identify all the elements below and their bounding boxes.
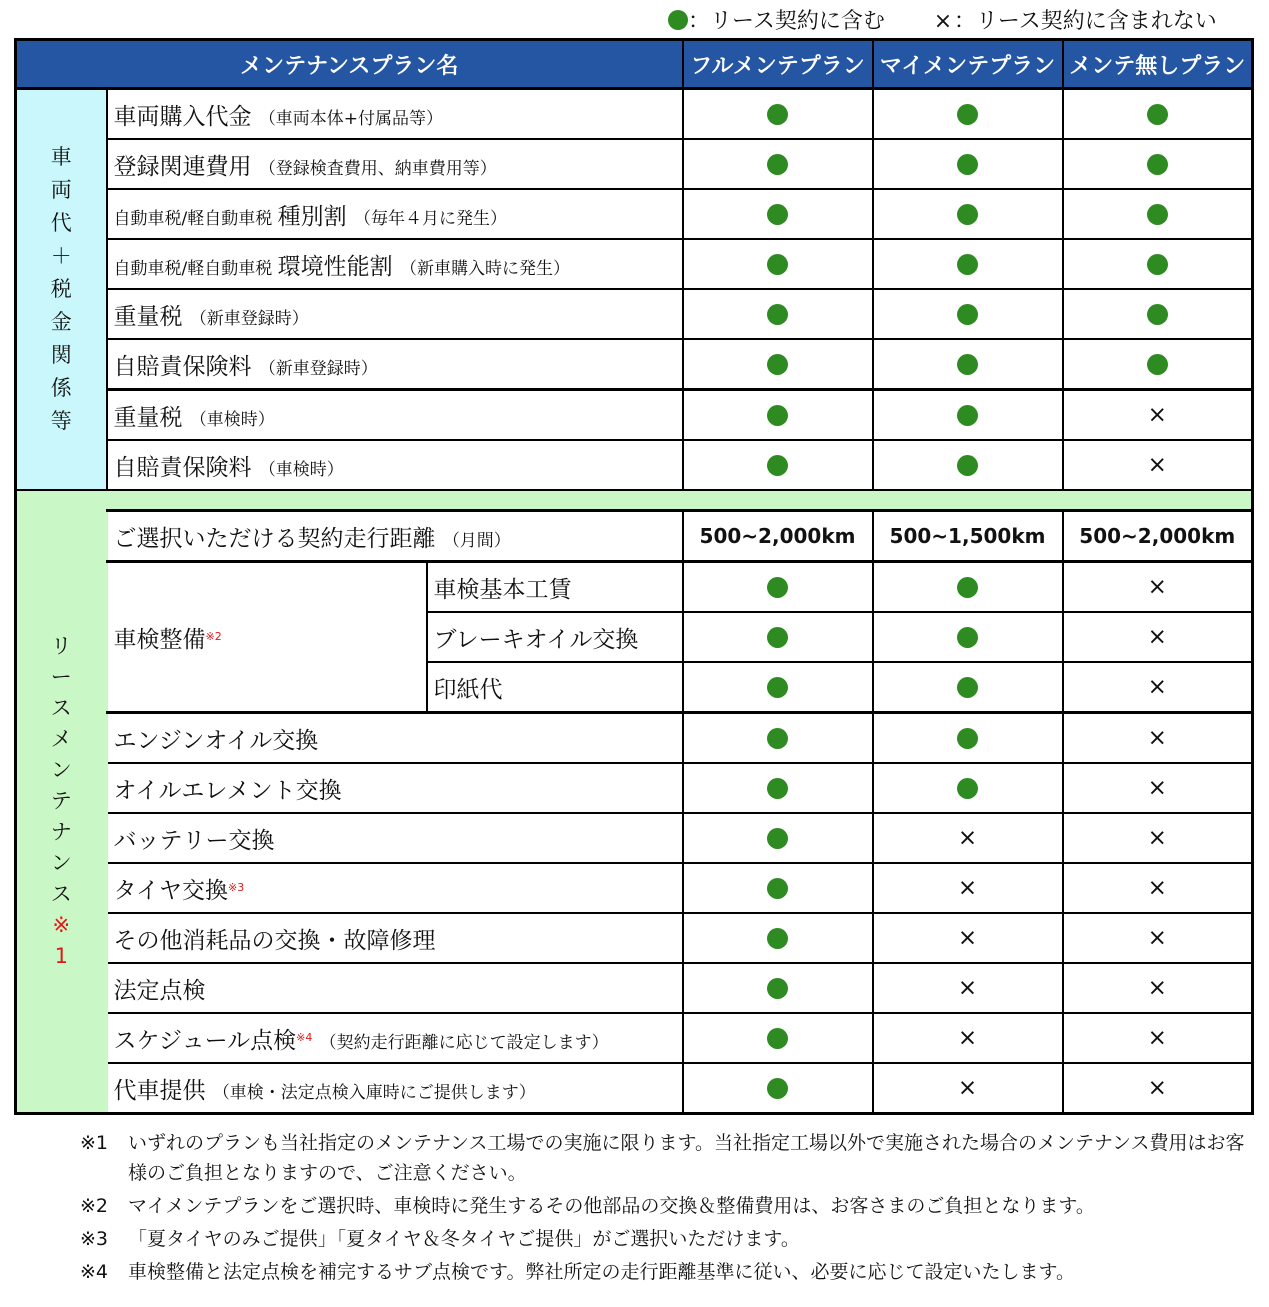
distance-value-full: 500~2,000km xyxy=(683,511,873,562)
plan-name-header: メンテナンスプラン名 xyxy=(16,40,683,89)
table-row xyxy=(16,863,1253,913)
green-dot-icon xyxy=(767,405,788,426)
cross-icon: × xyxy=(1147,925,1167,951)
row-note: ※4 xyxy=(296,1030,313,1044)
green-dot-icon xyxy=(1147,204,1168,225)
green-dot-icon xyxy=(767,928,788,949)
cross-icon: × xyxy=(957,1025,978,1051)
table-row xyxy=(16,440,1253,490)
value-cell-full xyxy=(683,239,873,289)
footnote xyxy=(80,1128,1260,1188)
cross-icon: × xyxy=(933,9,953,34)
row-label xyxy=(427,562,683,613)
value-cell-my xyxy=(873,339,1063,390)
value-cell-none xyxy=(1063,963,1253,1013)
value-cell-full xyxy=(683,612,873,662)
row-label-main: バッテリー交換 xyxy=(113,827,275,854)
row-label-prefix: 自動車税/軽自動車税 xyxy=(113,208,278,229)
section-gap-row xyxy=(16,490,1253,511)
table-row xyxy=(16,239,1253,289)
green-dot-icon xyxy=(767,728,788,749)
green-dot-icon xyxy=(767,254,788,275)
value-cell-full xyxy=(683,963,873,1013)
table-row xyxy=(16,390,1253,441)
cross-icon: × xyxy=(957,875,978,901)
green-dot-icon xyxy=(957,354,978,375)
value-cell-full xyxy=(683,662,873,713)
row-label xyxy=(107,713,683,764)
value-cell-none xyxy=(1063,1013,1253,1063)
row-label xyxy=(107,390,683,441)
row-label xyxy=(107,963,683,1013)
value-cell-none xyxy=(1063,289,1253,339)
value-cell-full xyxy=(683,139,873,189)
distance-value-none: 500~2,000km xyxy=(1063,511,1253,562)
row-label-main: タイヤ交換 xyxy=(113,877,229,904)
row-label-main: 自賠責保険料 xyxy=(113,454,252,481)
row-label-prefix: 自動車税/軽自動車税 xyxy=(113,258,278,279)
value-cell-full xyxy=(683,1013,873,1063)
green-dot-icon xyxy=(957,677,978,698)
value-cell-full xyxy=(683,1063,873,1114)
cross-icon: × xyxy=(1147,624,1167,650)
value-cell-none xyxy=(1063,440,1253,490)
green-dot-icon xyxy=(957,104,978,125)
row-label-sub: （車検時） xyxy=(258,459,344,480)
cross-icon: × xyxy=(1147,975,1167,1001)
value-cell-none xyxy=(1063,139,1253,189)
row-label-sub: （毎年４月に発生） xyxy=(353,208,507,229)
green-dot-icon xyxy=(767,1028,788,1049)
value-cell-none xyxy=(1063,713,1253,764)
value-cell-my xyxy=(873,239,1063,289)
footnote xyxy=(80,1257,1260,1287)
row-label xyxy=(107,913,683,963)
value-cell-full xyxy=(683,390,873,441)
plan-comparison-table xyxy=(14,38,1254,1115)
green-dot-icon xyxy=(1147,304,1168,325)
row-label-main: ご選択いただける契約走行距離 xyxy=(113,525,436,552)
row-label xyxy=(107,863,683,913)
table-row xyxy=(16,339,1253,390)
row-label-main: スケジュール点検 xyxy=(113,1027,297,1054)
green-dot-icon xyxy=(767,204,788,225)
cross-icon: × xyxy=(1147,875,1167,901)
green-dot-icon xyxy=(957,405,978,426)
cross-icon: × xyxy=(1147,452,1167,478)
green-dot-icon xyxy=(767,154,788,175)
distance-value-my: 500~1,500km xyxy=(873,511,1063,562)
row-label xyxy=(427,662,683,713)
value-cell-none xyxy=(1063,662,1253,713)
footnote-text: マイメンテプランをご選択時、車検時に発生するその他部品の交換＆整備費用は、お客さまのご負担となります。 xyxy=(128,1195,1095,1217)
footnote-text: 「夏タイヤのみご提供」「夏タイヤ＆冬タイヤご提供」がご選択いただけます。 xyxy=(128,1228,800,1250)
green-dot-icon xyxy=(957,778,978,799)
value-cell-full xyxy=(683,339,873,390)
green-dot-icon xyxy=(767,677,788,698)
row-label xyxy=(107,1013,683,1063)
section-label-lease-maintenance: リ ー ス メ ン テ ナ ン ス ※ 1 xyxy=(16,490,107,1114)
row-label xyxy=(427,612,683,662)
row-label-main: 重量税 xyxy=(113,404,183,431)
cross-icon: × xyxy=(1147,574,1167,600)
table-header-row xyxy=(16,40,1253,89)
cross-icon: × xyxy=(1147,775,1167,801)
row-label-main: 車検基本工賃 xyxy=(433,576,572,603)
value-cell-none xyxy=(1063,863,1253,913)
row-label-main: 種別割 xyxy=(277,203,347,230)
row-label-sub: （契約走行距離に応じて設定します） xyxy=(319,1032,609,1053)
value-cell-full xyxy=(683,440,873,490)
green-dot-icon xyxy=(1147,104,1168,125)
green-dot-icon xyxy=(957,627,978,648)
legend xyxy=(668,4,1217,35)
value-cell-full xyxy=(683,813,873,863)
row-label-main: 重量税 xyxy=(113,303,183,330)
table-row xyxy=(16,1063,1253,1114)
row-label-main: 車両購入代金 xyxy=(113,103,252,130)
row-label-sub: （新車登録時） xyxy=(258,358,378,379)
value-cell-full xyxy=(683,289,873,339)
value-cell-none xyxy=(1063,390,1253,441)
row-label-main: 登録関連費用 xyxy=(113,153,252,180)
value-cell-my xyxy=(873,1063,1063,1114)
cross-icon: × xyxy=(957,975,978,1001)
cross-icon: × xyxy=(1147,402,1167,428)
row-note: ※3 xyxy=(228,880,245,894)
green-dot-icon xyxy=(767,828,788,849)
value-cell-my xyxy=(873,612,1063,662)
value-cell-my xyxy=(873,89,1063,140)
footnote-mark: ※2 xyxy=(80,1195,109,1217)
cross-icon: × xyxy=(957,925,978,951)
shaken-note: ※2 xyxy=(205,629,222,643)
row-label xyxy=(107,339,683,390)
row-label-sub: （車両本体+付属品等） xyxy=(258,108,444,129)
value-cell-full xyxy=(683,562,873,613)
plan-header-my: マイメンテプラン xyxy=(873,40,1063,89)
green-dot-icon xyxy=(767,304,788,325)
value-cell-my xyxy=(873,963,1063,1013)
row-label xyxy=(107,763,683,813)
row-label xyxy=(107,813,683,863)
row-label-sub: （登録検査費用、納車費用等） xyxy=(258,158,497,179)
row-label-main: ブレーキオイル交換 xyxy=(433,626,639,653)
value-cell-none xyxy=(1063,89,1253,140)
row-label-main: 代車提供 xyxy=(113,1077,206,1104)
green-dot-icon xyxy=(668,10,688,30)
table-row xyxy=(16,189,1253,239)
value-cell-my xyxy=(873,863,1063,913)
footnote-mark: ※3 xyxy=(80,1228,109,1250)
table-row xyxy=(16,562,1253,613)
value-cell-full xyxy=(683,763,873,813)
value-cell-none xyxy=(1063,189,1253,239)
value-cell-none xyxy=(1063,339,1253,390)
legend-excluded xyxy=(932,9,1217,34)
row-label-main: エンジンオイル交換 xyxy=(113,727,319,754)
legend-excluded-label: ：リース契約に含まれない xyxy=(953,9,1217,34)
green-dot-icon xyxy=(1147,254,1168,275)
distance-row xyxy=(16,511,1253,562)
row-label-main: 環境性能割 xyxy=(277,253,393,280)
footnote-text: いずれのプランも当社指定のメンテナンス工場での実施に限ります。当社指定工場以外で実施された場合のメンテナンス費用はお客様のご負担となりますので、ご注意ください。 xyxy=(128,1132,1245,1184)
shaken-label-main: 車検整備 xyxy=(113,626,206,653)
value-cell-full xyxy=(683,189,873,239)
table-row xyxy=(16,139,1253,189)
value-cell-full xyxy=(683,863,873,913)
value-cell-full xyxy=(683,89,873,140)
value-cell-my xyxy=(873,289,1063,339)
cross-icon: × xyxy=(1147,674,1167,700)
cross-icon: × xyxy=(957,1075,978,1101)
green-dot-icon xyxy=(767,627,788,648)
section-label-vehicle-tax: 車 両 代 ＋ 税 金 関 係 等 xyxy=(16,89,107,491)
cross-icon: × xyxy=(957,825,978,851)
table-row xyxy=(16,913,1253,963)
row-label xyxy=(107,89,683,140)
value-cell-none xyxy=(1063,913,1253,963)
value-cell-my xyxy=(873,139,1063,189)
row-label xyxy=(107,440,683,490)
table-row xyxy=(16,289,1253,339)
value-cell-none xyxy=(1063,612,1253,662)
row-label xyxy=(107,139,683,189)
footnote-mark: ※1 xyxy=(80,1132,109,1154)
table-row xyxy=(16,813,1253,863)
row-label-sub: （月間） xyxy=(442,530,511,551)
value-cell-my xyxy=(873,1013,1063,1063)
row-label-main: オイルエレメント交換 xyxy=(113,777,342,804)
footnote xyxy=(80,1191,1260,1221)
green-dot-icon xyxy=(957,304,978,325)
value-cell-my xyxy=(873,440,1063,490)
green-dot-icon xyxy=(957,728,978,749)
footnote-mark: ※4 xyxy=(80,1261,109,1283)
value-cell-none xyxy=(1063,239,1253,289)
footnote-text: 車検整備と法定点検を補完するサブ点検です。弊社所定の走行距離基準に従い、必要に応じて設定いたします。 xyxy=(128,1261,1075,1283)
row-label-main: その他消耗品の交換・故障修理 xyxy=(113,927,436,954)
value-cell-my xyxy=(873,813,1063,863)
green-dot-icon xyxy=(957,577,978,598)
row-label-sub: （新車購入時に発生） xyxy=(399,258,570,279)
green-dot-icon xyxy=(1147,354,1168,375)
cross-icon: × xyxy=(1147,1025,1167,1051)
value-cell-my xyxy=(873,913,1063,963)
green-dot-icon xyxy=(957,254,978,275)
legend-included xyxy=(668,9,885,34)
cross-icon: × xyxy=(1147,1075,1167,1101)
green-dot-icon xyxy=(767,978,788,999)
green-dot-icon xyxy=(957,204,978,225)
shaken-label xyxy=(107,562,427,713)
table-row xyxy=(16,89,1253,140)
plan-header-full: フルメンテプラン xyxy=(683,40,873,89)
table-row xyxy=(16,763,1253,813)
green-dot-icon xyxy=(767,455,788,476)
row-label xyxy=(107,289,683,339)
value-cell-full xyxy=(683,713,873,764)
row-label-main: 法定点検 xyxy=(113,977,206,1004)
value-cell-my xyxy=(873,390,1063,441)
footnote xyxy=(80,1224,1260,1254)
green-dot-icon xyxy=(767,354,788,375)
gap-fill xyxy=(107,490,1253,511)
green-dot-icon xyxy=(1147,154,1168,175)
green-dot-icon xyxy=(767,577,788,598)
green-dot-icon xyxy=(957,154,978,175)
value-cell-my xyxy=(873,189,1063,239)
value-cell-my xyxy=(873,713,1063,764)
section-note-num: 1 xyxy=(54,944,68,968)
green-dot-icon xyxy=(767,778,788,799)
green-dot-icon xyxy=(767,878,788,899)
table-row xyxy=(16,713,1253,764)
green-dot-icon xyxy=(767,1078,788,1099)
row-label xyxy=(107,239,683,289)
value-cell-none xyxy=(1063,763,1253,813)
row-label-sub: （車検・法定点検入庫時にご提供します） xyxy=(212,1082,536,1103)
plan-header-none: メンテ無しプラン xyxy=(1063,40,1253,89)
footnotes xyxy=(80,1128,1260,1290)
cross-icon: × xyxy=(1147,725,1167,751)
row-label-sub: （新車登録時） xyxy=(189,308,309,329)
value-cell-none xyxy=(1063,813,1253,863)
table-row xyxy=(16,963,1253,1013)
value-cell-full xyxy=(683,913,873,963)
green-dot-icon xyxy=(767,104,788,125)
cross-icon: × xyxy=(1147,825,1167,851)
value-cell-none xyxy=(1063,1063,1253,1114)
row-label-main: 自賠責保険料 xyxy=(113,353,252,380)
row-label xyxy=(107,511,683,562)
legend-included-label: ：リース契約に含む xyxy=(688,9,885,34)
green-dot-icon xyxy=(957,455,978,476)
row-label xyxy=(107,189,683,239)
table-row xyxy=(16,1013,1253,1063)
section-note: ※ xyxy=(52,913,71,937)
row-label-sub: （車検時） xyxy=(189,409,275,430)
row-label-main: 印紙代 xyxy=(433,676,503,703)
row-label xyxy=(107,1063,683,1114)
value-cell-my xyxy=(873,562,1063,613)
value-cell-my xyxy=(873,662,1063,713)
value-cell-my xyxy=(873,763,1063,813)
value-cell-none xyxy=(1063,562,1253,613)
